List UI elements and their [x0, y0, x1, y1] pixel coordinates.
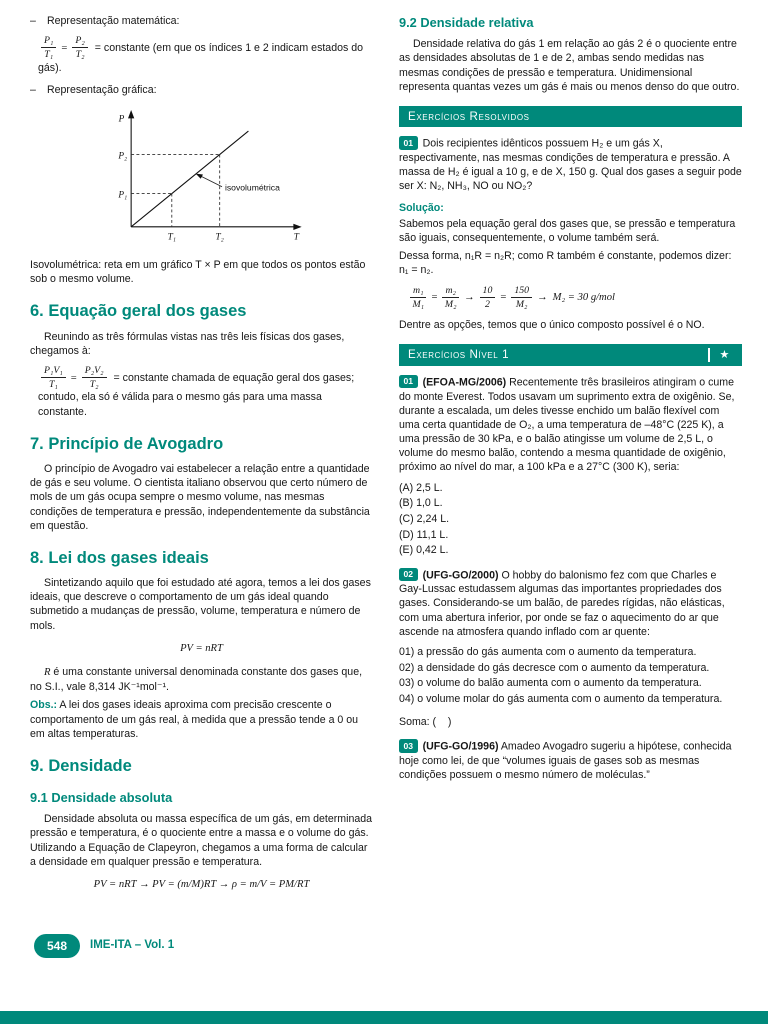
graph-p2-label: P₂ [118, 151, 128, 162]
section-7-title: 7. Princípio de Avogadro [30, 434, 224, 453]
fraction-numerator: P₂V₂ [82, 365, 107, 378]
fraction-denominator: M₂ [444, 298, 457, 310]
option-c: (C) 2,24 L. [399, 513, 450, 526]
exercise-text [399, 739, 742, 782]
exercise-source: (UFG-GO/1996) [422, 740, 499, 753]
isovolumetric-pt-graph [94, 102, 309, 252]
section-9-1-title: 9.1 Densidade absoluta [30, 790, 173, 805]
page-number-badge: 548 [34, 934, 80, 958]
exercise-text [399, 568, 742, 639]
formula-tail: = constante chamada de equação geral dos gases; contudo, ela só é válida para o mesmo gás para uma massa constante. [38, 371, 355, 418]
fraction-150-M2 [511, 285, 532, 311]
footer-accent-bar [0, 1011, 768, 1024]
right-column [399, 12, 742, 901]
exercise-number-badge: 01 [399, 375, 418, 389]
solution-paragraph: Dessa forma, n₁R = n₂R; como R também é constante, podemos dizer: n₁ = n₂. [399, 250, 732, 277]
graph-t2-tick: T₂ [215, 232, 224, 243]
exercise-02 [399, 568, 742, 730]
arrow-sign: → [463, 292, 475, 304]
obs-label: Obs.: [30, 699, 58, 712]
exercise-text [399, 136, 742, 193]
section-9-2-body: Densidade relativa do gás 1 em relação ao gás 2 é o quociente entre as densidades absolutas de 1 e de 2, ambas sendo medidas nas mesmas condições de pressão e temperatura. Unidimensional representa quantas vezes um gás é mais ou menos denso do que outro. [399, 38, 740, 93]
exercise-number-badge: 01 [399, 136, 418, 150]
gas-constant-note [30, 665, 373, 694]
left-column [30, 12, 373, 901]
solved-exercises-banner [399, 106, 742, 128]
fraction-denominator: M₂ [515, 298, 528, 310]
exercise-number-badge: 03 [399, 739, 418, 753]
section-6-title: 6. Equação geral dos gases [30, 302, 247, 321]
exercise-statement: Recentemente três brasileiros atingiram o cume do monte Everest. Todos usavam um suprimento extra de oxigênio. Se, durante a escalada, um deles tivesse enchido um balão flexível com uma certa quantidade de O₂, a uma temperatura de –48°C (225 K), a uma pressão de 30 kPa, e o balão atingisse um volume de 2,5 L, o volume do mesmo balão, contendo a mesma quantidade de oxigênio, próximo ao nível do mar, a 100 kPa e a 27°C (300 K), seria: [399, 376, 735, 474]
bullet-label: Representação matemática: [47, 15, 180, 27]
fraction-p1-t1 [41, 35, 56, 61]
exercises-level1-banner [399, 344, 742, 366]
ideal-gas-law-formula: PV = nRT [180, 642, 223, 654]
bullet-dash-icon: – [30, 15, 36, 27]
fraction-denominator: T₁ [44, 49, 54, 61]
fraction-denominator: T₁ [48, 379, 58, 391]
banner-label: Exercícios Nível 1 [408, 348, 510, 362]
solution-label: Solução: [399, 201, 444, 214]
fraction-m1-M1 [410, 285, 426, 311]
volume-label: IME-ITA – Vol. 1 [90, 939, 175, 952]
solved-exercise-01 [399, 136, 742, 332]
bullet-label: Representação gráfica: [47, 83, 157, 96]
isovolumetric-line [131, 131, 248, 227]
item-01: 01) a pressão do gás aumenta com o aumento da temperatura. [399, 646, 697, 659]
leader-arrow-icon [196, 174, 203, 179]
exercise-03 [399, 739, 742, 782]
graph-t1-tick: T₁ [167, 232, 176, 243]
fraction-10-2 [480, 285, 496, 311]
fraction-denominator: T₂ [75, 49, 85, 61]
item-04: 04) o volume molar do gás aumenta com o aumento da temperatura. [399, 693, 723, 706]
graph-container [30, 102, 373, 252]
fraction-p1v1-t1 [41, 365, 66, 391]
fraction-numerator: 10 [480, 285, 496, 298]
section-6-intro: Reunindo as três fórmulas vistas nas três leis físicas dos gases, chegamos à: [30, 330, 345, 357]
exercise-statement: Amadeo Avogadro sugeriu a hipótese, conhecida hoje como lei, de que “volumes iguais de gases sob as mesmas condições possuem o mesmo número de moléculas.” [399, 740, 732, 782]
equals-sign: = [500, 292, 507, 304]
graph-p1-label: P₁ [118, 190, 128, 201]
isovolumetric-label: isovolumétrica [224, 182, 280, 193]
exercise-statement: Dois recipientes idênticos possuem H₂ e um gás X, respectivamente, nas mesmas condições de temperatura e pressão. A massa de H₂ é igual a 10 g, e de X, 150 g. Qual dos gases a seguir pode ser X: N₂, NH₃, NO ou NO₂? [399, 137, 742, 193]
fraction-numerator: m₁ [410, 285, 426, 298]
fraction-numerator: P₂ [72, 35, 87, 48]
fraction-numerator: P₁V₁ [41, 365, 66, 378]
answer-options [399, 481, 742, 558]
equals-sign: = [70, 372, 77, 384]
equals-sign: = [431, 292, 438, 304]
section-8-body: Sintetizando aquilo que foi estudado até agora, temos a lei dos gases ideais, que descreve o comportamento de um gás ideal quando submetido a mudanças de pressão, volume, temperatura e número de mols. [30, 577, 371, 632]
bullet-representacao-grafica [30, 83, 373, 97]
fraction-denominator: 2 [484, 298, 490, 310]
bullet-dash-icon: – [30, 83, 36, 96]
label-leader-line [200, 176, 222, 187]
solution-paragraph: Sabemos pela equação geral dos gases que, se pressão e temperatura são iguais, consequentemente, o volume também será. [399, 217, 736, 245]
option-b: (B) 1,0 L. [399, 497, 443, 510]
general-gas-equation [38, 365, 373, 419]
x-axis-arrow-icon [293, 224, 301, 230]
gas-constant-text: é uma constante universal denominada constante dos gases que, no S.I., vale 8,314 JK⁻¹mol⁻¹. [30, 665, 363, 694]
option-e: (E) 0,42 L. [399, 544, 449, 557]
item-03: 03) o volume do balão aumenta com o aumento da temperatura. [399, 677, 702, 690]
gas-constant-symbol: R [44, 666, 51, 678]
graph-caption: Isovolumétrica: reta em um gráfico T × P em que todos os pontos estão sob o mesmo volume. [30, 259, 366, 286]
formula-tail: = constante (em que os índices 1 e 2 indicam estados do gás). [38, 41, 364, 74]
fraction-numerator: 150 [511, 285, 532, 298]
obs-note [30, 698, 373, 741]
fraction-numerator: P₁ [41, 35, 56, 48]
fraction-numerator: m₂ [442, 285, 458, 298]
obs-text: A lei dos gases ideais aproxima com precisão crescente o comportamento de um gás real, à medida que a pressão tende a 0 ou em altas temperaturas. [30, 699, 359, 740]
density-formula: PV = nRT → PV = (m/M)RT → ρ = m/V = PM/RT [93, 878, 310, 890]
sum-answer-field: Soma: ( ) [399, 716, 452, 729]
exercise-number-badge: 02 [399, 568, 418, 582]
item-02: 02) a densidade do gás decresce com o aumento da temperatura. [399, 661, 710, 674]
section-7-body: O princípio de Avogadro vai estabelecer a relação entre a quantidade de gás e seu volume. O cientista italiano observou que certo número de mols de um gás ocupa sempre o mesmo volume, nas mesmas condições de temperatura e pressão, independentemente da substância em questão. [30, 462, 370, 532]
option-a: (A) 2,5 L. [399, 481, 443, 494]
option-d: (D) 11,1 L. [399, 528, 449, 541]
formula-result: M₂ = 30 g/mol [552, 292, 615, 304]
section-9-1-body: Densidade absoluta ou massa específica de um gás, em determinada pressão e temperatura, é o quociente entre a massa e o volume do gás. Utilizando a Equação de Clapeyron, chegamos a uma forma de calcular a densidade em qualquer pressão e temperatura. [30, 813, 373, 868]
section-9-title: 9. Densidade [30, 756, 132, 775]
banner-label: Exercícios Resolvidos [408, 109, 530, 123]
arrow-sign: → [537, 292, 548, 304]
fraction-p2v2-t2 [82, 365, 107, 391]
section-9-2-title: 9.2 Densidade relativa [399, 15, 534, 30]
exercise-source: (EFOA-MG/2006) [422, 376, 507, 389]
y-axis-arrow-icon [128, 110, 134, 118]
exercise-source: (UFG-GO/2000) [422, 569, 499, 582]
fraction-p2-t2 [72, 35, 87, 61]
isochoric-law-formula [38, 35, 373, 75]
fraction-denominator: T₂ [89, 379, 99, 391]
equals-sign: = [61, 42, 68, 54]
solution-formula [407, 285, 742, 311]
bullet-representacao-matematica [30, 14, 373, 28]
star-icon: ★ [708, 348, 733, 363]
statement-items [399, 645, 742, 706]
graph-ylabel: P [118, 114, 125, 125]
graph-xlabel: T [293, 232, 299, 243]
exercise-text [399, 375, 742, 475]
exercise-statement: O hobby do balonismo fez com que Charles e Gay-Lussac estudassem algumas das importantes propriedades dos gases. Considerando-se um balão, de paredes rígidas, não elásticas, com uma abertura inferior, por onde se faz o aquecimento do ar que ascende na atmosfera quando inflado com ar quente: [399, 569, 725, 638]
exercise-01 [399, 375, 742, 558]
page-footer [34, 934, 174, 958]
fraction-denominator: M₁ [412, 298, 425, 310]
section-8-title: 8. Lei dos gases ideais [30, 548, 209, 567]
solution-conclusion: Dentre as opções, temos que o único composto possível é o NO. [399, 319, 705, 332]
fraction-m2-M2 [442, 285, 458, 311]
